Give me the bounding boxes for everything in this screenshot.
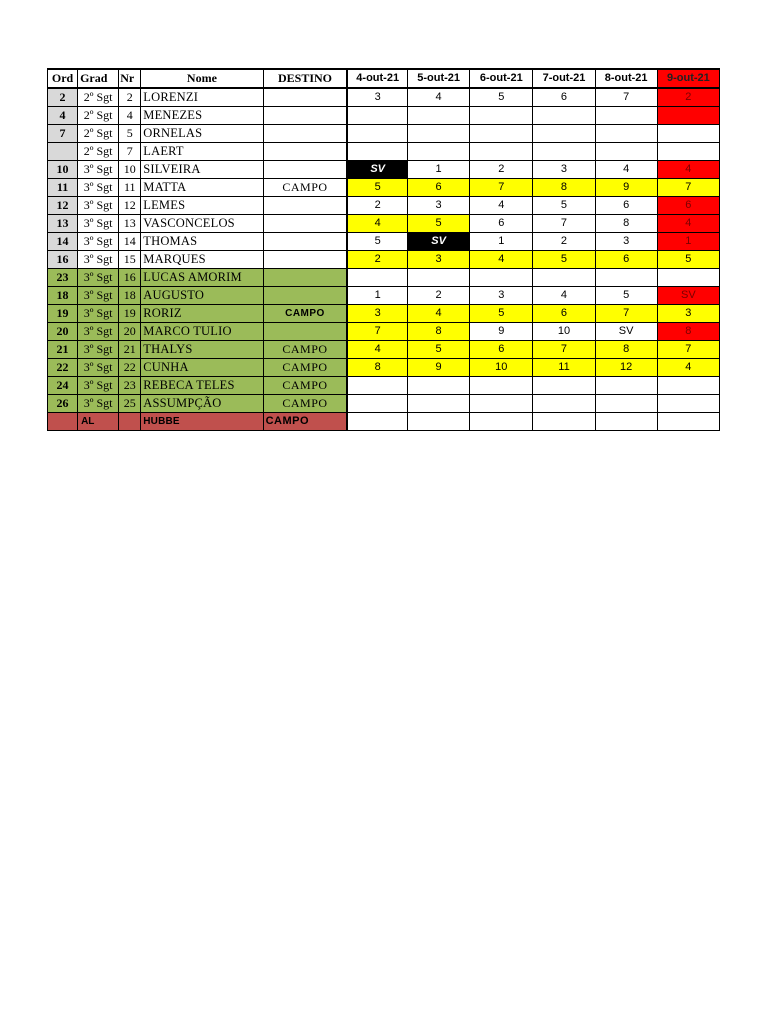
duty-cell: 1 xyxy=(657,233,719,251)
nr-cell: 10 xyxy=(119,161,141,179)
destino-cell xyxy=(263,197,347,215)
duty-cell: 8 xyxy=(533,179,595,197)
grad-cell: 3º Sgt xyxy=(78,233,119,251)
duty-cell xyxy=(595,377,657,395)
table-row xyxy=(48,359,720,377)
duty-cell: 12 xyxy=(595,359,657,377)
ord-cell: 7 xyxy=(48,125,78,143)
grad-cell: 3º Sgt xyxy=(78,323,119,341)
destino-cell xyxy=(263,215,347,233)
duty-cell xyxy=(470,269,533,287)
grad-cell: 3º Sgt xyxy=(78,395,119,413)
duty-cell xyxy=(347,269,407,287)
duty-cell: 7 xyxy=(657,341,719,359)
nr-cell: 14 xyxy=(119,233,141,251)
duty-cell: 3 xyxy=(657,305,719,323)
table-row xyxy=(48,305,720,323)
duty-cell xyxy=(657,377,719,395)
ord-cell: 21 xyxy=(48,341,78,359)
destino-cell: CAMPO xyxy=(263,341,347,359)
destino-cell xyxy=(263,251,347,269)
destino-cell xyxy=(263,233,347,251)
duty-cell: 3 xyxy=(470,287,533,305)
header-destino: DESTINO xyxy=(263,69,347,88)
nome-cell: HUBBE xyxy=(141,413,263,431)
duty-cell xyxy=(408,143,470,161)
nome-cell: THOMAS xyxy=(141,233,263,251)
nr-cell: 25 xyxy=(119,395,141,413)
header-date-5-out: 5-out-21 xyxy=(408,69,470,88)
table-row xyxy=(48,107,720,125)
duty-cell: 7 xyxy=(347,323,407,341)
table-row xyxy=(48,341,720,359)
nome-cell: VASCONCELOS xyxy=(141,215,263,233)
duty-cell: 1 xyxy=(470,233,533,251)
table-header-row xyxy=(48,69,720,88)
duty-cell: 4 xyxy=(595,161,657,179)
ord-cell: 19 xyxy=(48,305,78,323)
nome-cell: REBECA TELES xyxy=(141,377,263,395)
duty-cell xyxy=(408,395,470,413)
duty-cell: 6 xyxy=(595,251,657,269)
table-row xyxy=(48,88,720,107)
destino-cell xyxy=(263,143,347,161)
destino-cell: CAMPO xyxy=(263,179,347,197)
duty-cell: 2 xyxy=(347,251,407,269)
duty-cell xyxy=(408,377,470,395)
header-ord: Ord xyxy=(48,69,78,88)
grad-cell: AL xyxy=(78,413,119,431)
table-row xyxy=(48,197,720,215)
grad-cell: 3º Sgt xyxy=(78,359,119,377)
ord-cell: 2 xyxy=(48,88,78,107)
duty-cell: 3 xyxy=(347,305,407,323)
duty-cell xyxy=(533,143,595,161)
ord-cell: 14 xyxy=(48,233,78,251)
table-row xyxy=(48,395,720,413)
duty-cell: 6 xyxy=(470,341,533,359)
duty-cell: 2 xyxy=(347,197,407,215)
duty-cell xyxy=(470,377,533,395)
duty-cell: 5 xyxy=(657,251,719,269)
destino-cell xyxy=(263,287,347,305)
duty-cell xyxy=(595,125,657,143)
grad-cell: 2º Sgt xyxy=(78,143,119,161)
nr-cell: 7 xyxy=(119,143,141,161)
grad-cell: 3º Sgt xyxy=(78,197,119,215)
duty-cell: 5 xyxy=(347,179,407,197)
table-row xyxy=(48,233,720,251)
duty-cell: 5 xyxy=(347,233,407,251)
duty-cell: 9 xyxy=(408,359,470,377)
nome-cell: ORNELAS xyxy=(141,125,263,143)
duty-cell: 2 xyxy=(470,161,533,179)
duty-cell: 7 xyxy=(533,341,595,359)
duty-cell: 3 xyxy=(408,251,470,269)
duty-cell: 3 xyxy=(595,233,657,251)
duty-cell xyxy=(595,395,657,413)
table-row xyxy=(48,377,720,395)
grad-cell: 3º Sgt xyxy=(78,305,119,323)
nr-cell xyxy=(119,413,141,431)
nr-cell: 5 xyxy=(119,125,141,143)
table-row xyxy=(48,179,720,197)
grad-cell: 3º Sgt xyxy=(78,287,119,305)
duty-cell: 10 xyxy=(470,359,533,377)
nome-cell: MARQUES xyxy=(141,251,263,269)
destino-cell: CAMPO xyxy=(263,413,347,431)
duty-cell xyxy=(595,107,657,125)
duty-cell xyxy=(347,107,407,125)
duty-cell: 5 xyxy=(595,287,657,305)
duty-cell: 4 xyxy=(657,359,719,377)
duty-cell xyxy=(657,413,719,431)
header-nr: Nr xyxy=(119,69,141,88)
duty-cell xyxy=(595,143,657,161)
header-nome: Nome xyxy=(141,69,263,88)
nome-cell: LEMES xyxy=(141,197,263,215)
nr-cell: 11 xyxy=(119,179,141,197)
header-date-6-out: 6-out-21 xyxy=(470,69,533,88)
duty-cell: 5 xyxy=(470,305,533,323)
nome-cell: MATTA xyxy=(141,179,263,197)
duty-cell: 2 xyxy=(533,233,595,251)
destino-cell xyxy=(263,107,347,125)
nr-cell: 2 xyxy=(119,88,141,107)
grad-cell: 3º Sgt xyxy=(78,269,119,287)
table-row xyxy=(48,215,720,233)
nr-cell: 22 xyxy=(119,359,141,377)
header-date-8-out: 8-out-21 xyxy=(595,69,657,88)
duty-cell xyxy=(347,395,407,413)
nr-cell: 21 xyxy=(119,341,141,359)
duty-cell: 6 xyxy=(657,197,719,215)
duty-cell: 5 xyxy=(470,88,533,107)
duty-cell xyxy=(347,143,407,161)
table-row xyxy=(48,125,720,143)
grad-cell: 2º Sgt xyxy=(78,88,119,107)
duty-cell: 4 xyxy=(470,251,533,269)
duty-cell: 6 xyxy=(595,197,657,215)
duty-cell: 9 xyxy=(595,179,657,197)
destino-cell: CAMPO xyxy=(263,377,347,395)
grad-cell: 3º Sgt xyxy=(78,251,119,269)
duty-cell: 8 xyxy=(595,341,657,359)
nome-cell: SILVEIRA xyxy=(141,161,263,179)
header-grad: Grad xyxy=(78,69,119,88)
duty-cell: 8 xyxy=(347,359,407,377)
duty-cell: 4 xyxy=(408,88,470,107)
duty-cell xyxy=(657,269,719,287)
duty-cell xyxy=(595,269,657,287)
duty-cell xyxy=(408,125,470,143)
duty-cell xyxy=(408,107,470,125)
nr-cell: 12 xyxy=(119,197,141,215)
nr-cell: 18 xyxy=(119,287,141,305)
nome-cell: LAERT xyxy=(141,143,263,161)
duty-cell xyxy=(657,107,719,125)
nr-cell: 23 xyxy=(119,377,141,395)
duty-cell: 3 xyxy=(408,197,470,215)
duty-cell: 2 xyxy=(657,88,719,107)
grad-cell: 2º Sgt xyxy=(78,107,119,125)
ord-cell: 24 xyxy=(48,377,78,395)
duty-cell xyxy=(657,395,719,413)
duty-cell: 4 xyxy=(347,341,407,359)
duty-cell: 6 xyxy=(533,305,595,323)
ord-cell: 23 xyxy=(48,269,78,287)
nome-cell: MARCO TULIO xyxy=(141,323,263,341)
grad-cell: 3º Sgt xyxy=(78,161,119,179)
ord-cell xyxy=(48,413,78,431)
duty-roster-table xyxy=(47,68,720,431)
duty-cell xyxy=(533,413,595,431)
duty-cell: SV xyxy=(595,323,657,341)
duty-cell xyxy=(657,125,719,143)
duty-cell xyxy=(470,395,533,413)
duty-cell: 4 xyxy=(657,215,719,233)
table-row xyxy=(48,323,720,341)
duty-cell: 8 xyxy=(657,323,719,341)
duty-cell: SV xyxy=(657,287,719,305)
duty-cell xyxy=(470,143,533,161)
ord-cell: 26 xyxy=(48,395,78,413)
nr-cell: 16 xyxy=(119,269,141,287)
destino-cell xyxy=(263,88,347,107)
duty-cell: 3 xyxy=(347,88,407,107)
duty-cell: 2 xyxy=(408,287,470,305)
duty-cell: 10 xyxy=(533,323,595,341)
grad-cell: 3º Sgt xyxy=(78,215,119,233)
ord-cell: 22 xyxy=(48,359,78,377)
duty-cell: 5 xyxy=(533,197,595,215)
duty-cell: 11 xyxy=(533,359,595,377)
nome-cell: ASSUMPÇÃO xyxy=(141,395,263,413)
ord-cell xyxy=(48,143,78,161)
duty-cell: 1 xyxy=(408,161,470,179)
duty-cell: 3 xyxy=(533,161,595,179)
nome-cell: RORIZ xyxy=(141,305,263,323)
table-row xyxy=(48,161,720,179)
duty-cell: 6 xyxy=(470,215,533,233)
nome-cell: AUGUSTO xyxy=(141,287,263,305)
nome-cell: LORENZI xyxy=(141,88,263,107)
duty-cell xyxy=(470,107,533,125)
grad-cell: 3º Sgt xyxy=(78,377,119,395)
grad-cell: 3º Sgt xyxy=(78,341,119,359)
nome-cell: THALYS xyxy=(141,341,263,359)
ord-cell: 16 xyxy=(48,251,78,269)
header-date-4-out: 4-out-21 xyxy=(347,69,407,88)
table-row xyxy=(48,251,720,269)
duty-cell: 6 xyxy=(408,179,470,197)
duty-cell xyxy=(470,413,533,431)
duty-cell: 7 xyxy=(595,305,657,323)
destino-cell: CAMPO xyxy=(263,359,347,377)
destino-cell: CAMPO xyxy=(263,305,347,323)
duty-cell xyxy=(595,413,657,431)
duty-cell: 5 xyxy=(408,215,470,233)
table-row xyxy=(48,143,720,161)
duty-cell: 5 xyxy=(408,341,470,359)
duty-cell: 8 xyxy=(408,323,470,341)
grad-cell: 2º Sgt xyxy=(78,125,119,143)
nr-cell: 20 xyxy=(119,323,141,341)
nome-cell: CUNHA xyxy=(141,359,263,377)
table-row xyxy=(48,413,720,431)
destino-cell: CAMPO xyxy=(263,395,347,413)
nr-cell: 4 xyxy=(119,107,141,125)
header-date-9-out: 9-out-21 xyxy=(657,69,719,88)
ord-cell: 4 xyxy=(48,107,78,125)
table-row xyxy=(48,269,720,287)
duty-cell xyxy=(408,413,470,431)
duty-cell: 9 xyxy=(470,323,533,341)
duty-cell: 7 xyxy=(595,88,657,107)
nome-cell: MENEZES xyxy=(141,107,263,125)
duty-cell xyxy=(347,413,407,431)
ord-cell: 10 xyxy=(48,161,78,179)
table-body xyxy=(48,88,720,431)
header-date-7-out: 7-out-21 xyxy=(533,69,595,88)
duty-cell xyxy=(533,395,595,413)
duty-cell: 4 xyxy=(470,197,533,215)
destino-cell xyxy=(263,125,347,143)
destino-cell xyxy=(263,161,347,179)
duty-cell: SV xyxy=(408,233,470,251)
ord-cell: 20 xyxy=(48,323,78,341)
destino-cell xyxy=(263,323,347,341)
destino-cell xyxy=(263,269,347,287)
duty-cell xyxy=(347,125,407,143)
duty-cell xyxy=(657,143,719,161)
duty-cell xyxy=(470,125,533,143)
duty-cell: 6 xyxy=(533,88,595,107)
duty-cell xyxy=(533,107,595,125)
duty-cell: 7 xyxy=(470,179,533,197)
duty-cell: 8 xyxy=(595,215,657,233)
ord-cell: 18 xyxy=(48,287,78,305)
duty-cell: 4 xyxy=(657,161,719,179)
duty-cell: 4 xyxy=(347,215,407,233)
duty-cell: 7 xyxy=(533,215,595,233)
duty-cell: 4 xyxy=(533,287,595,305)
duty-cell xyxy=(533,377,595,395)
duty-cell xyxy=(408,269,470,287)
duty-cell: 5 xyxy=(533,251,595,269)
duty-cell: SV xyxy=(347,161,407,179)
duty-cell: 1 xyxy=(347,287,407,305)
duty-cell xyxy=(533,125,595,143)
nr-cell: 19 xyxy=(119,305,141,323)
nr-cell: 15 xyxy=(119,251,141,269)
ord-cell: 13 xyxy=(48,215,78,233)
nr-cell: 13 xyxy=(119,215,141,233)
duty-cell xyxy=(347,377,407,395)
duty-cell xyxy=(533,269,595,287)
table-row xyxy=(48,287,720,305)
duty-cell: 4 xyxy=(408,305,470,323)
ord-cell: 12 xyxy=(48,197,78,215)
nome-cell: LUCAS AMORIM xyxy=(141,269,263,287)
grad-cell: 3º Sgt xyxy=(78,179,119,197)
ord-cell: 11 xyxy=(48,179,78,197)
duty-cell: 7 xyxy=(657,179,719,197)
